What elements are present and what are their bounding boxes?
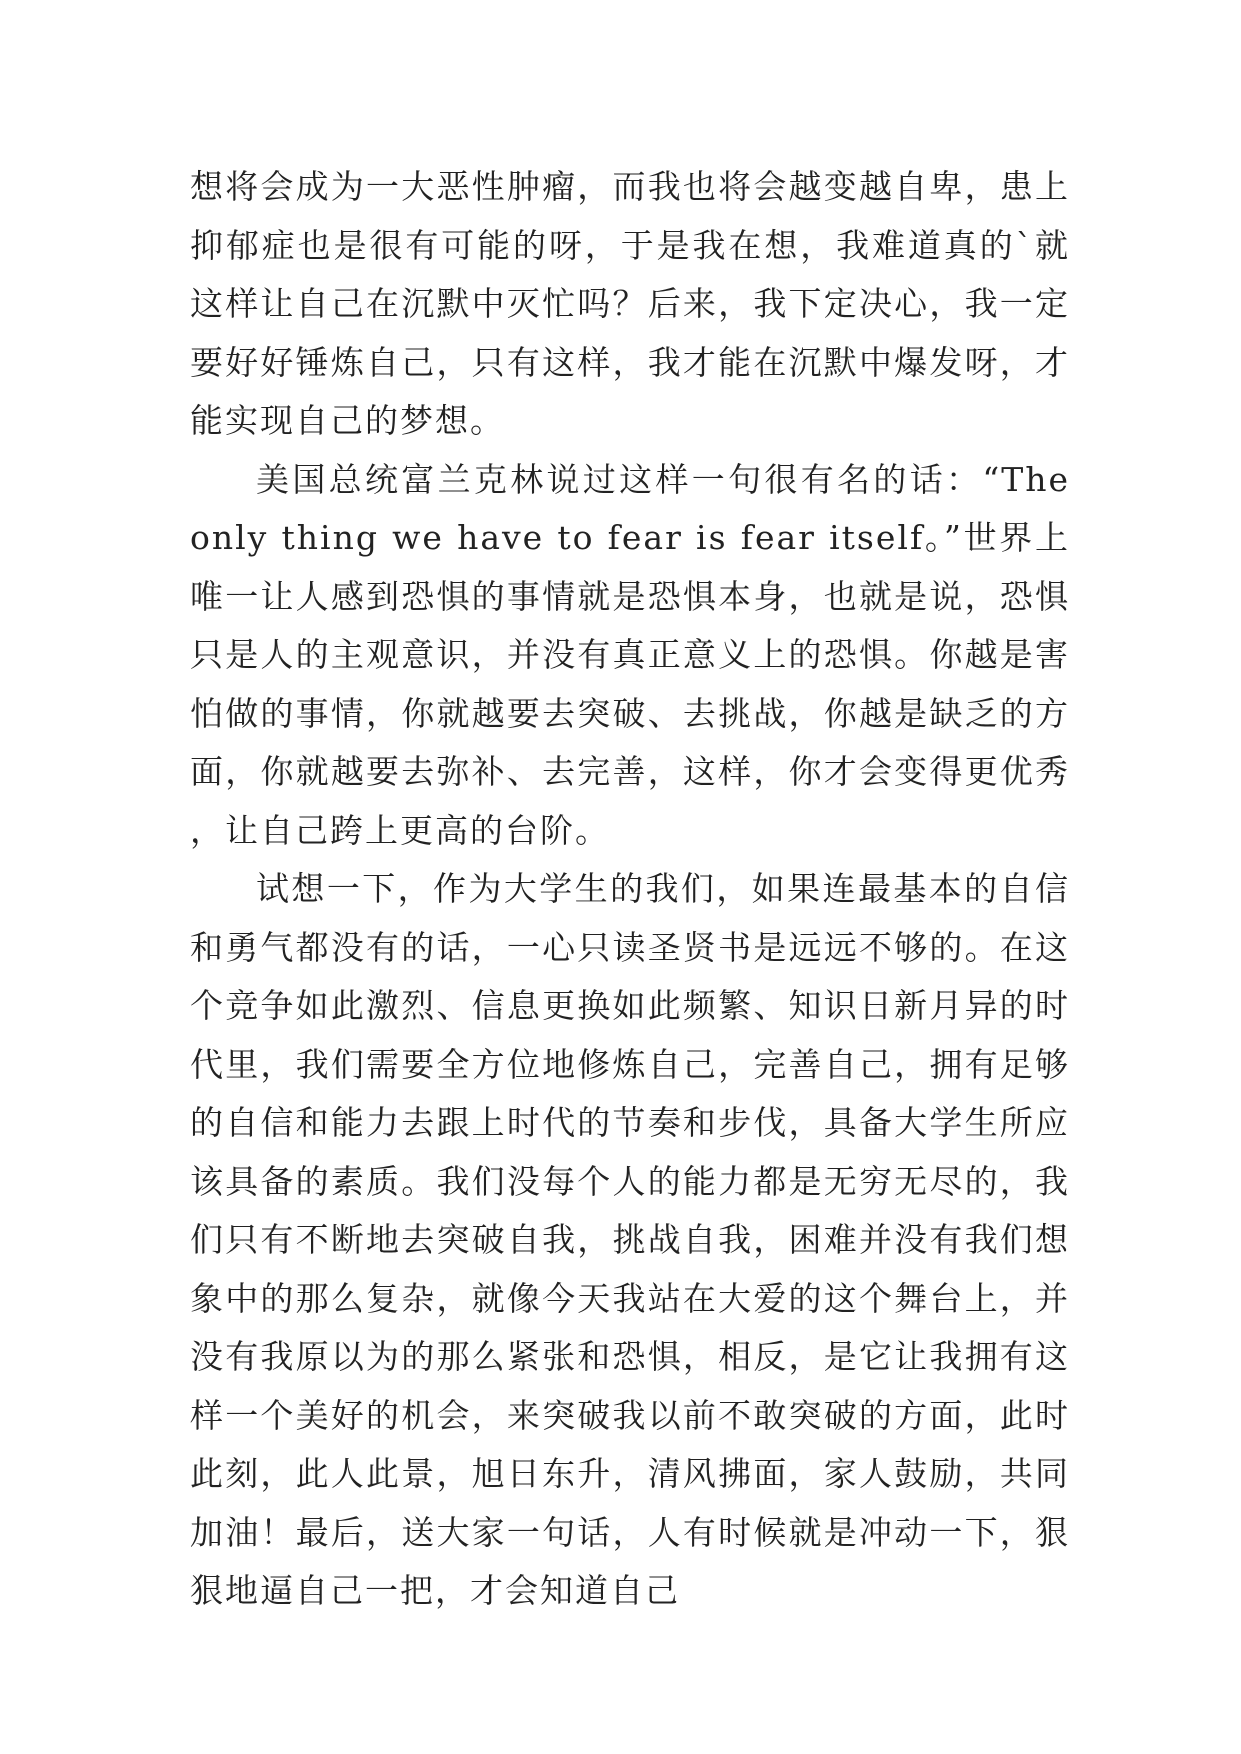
paragraph-1: 想将会成为一大恶性肿瘤，而我也将会越变越自卑，患上抑郁症也是很有可能的呀，于是我在想，我难道真的`就这样让自己在沉默中灭忙吗？后来，我下定决心，我一定要好好锤炼自己，只有这样，我才能在沉默中爆发呀，才能实现自己的梦想。: [190, 167, 1070, 440]
paragraph-2: 美国总统富兰克林说过这样一句很有名的话：“The only thing we have to fear is fear itself。”世界上唯一让人感到恐惧的事情就是恐惧本身，也就是说，恐惧只是人的主观意识，并没有真正意义上的恐惧。你越是害怕做的事情，你就越要去突破、去挑战，你越是缺乏的方面，你就越要去弥补、去完善，这样，你才会变得更优秀，让自己跨上更高的台阶。: [190, 459, 1070, 850]
body-text: [190, 158, 1070, 1621]
paragraph-3: 试想一下，作为大学生的我们，如果连最基本的自信和勇气都没有的话，一心只读圣贤书是远远不够的。在这个竞争如此激烈、信息更换如此频繁、知识日新月异的时代里，我们需要全方位地修炼自己，完善自己，拥有足够的自信和能力去跟上时代的节奏和步伐，具备大学生所应该具备的素质。我们没每个人的能力都是无穷无尽的，我们只有不断地去突破自我，挑战自我，困难并没有我们想象中的那么复杂，就像今天我站在大爱的这个舞台上，并没有我原以为的那么紧张和恐惧，相反，是它让我拥有这样一个美好的机会，来突破我以前不敢突破的方面，此时此刻，此人此景，旭日东升，清风拂面，家人鼓励，共同加油！最后，送大家一句话，人有时候就是冲动一下，狠狠地逼自己一把，才会知道自己: [190, 869, 1070, 1610]
